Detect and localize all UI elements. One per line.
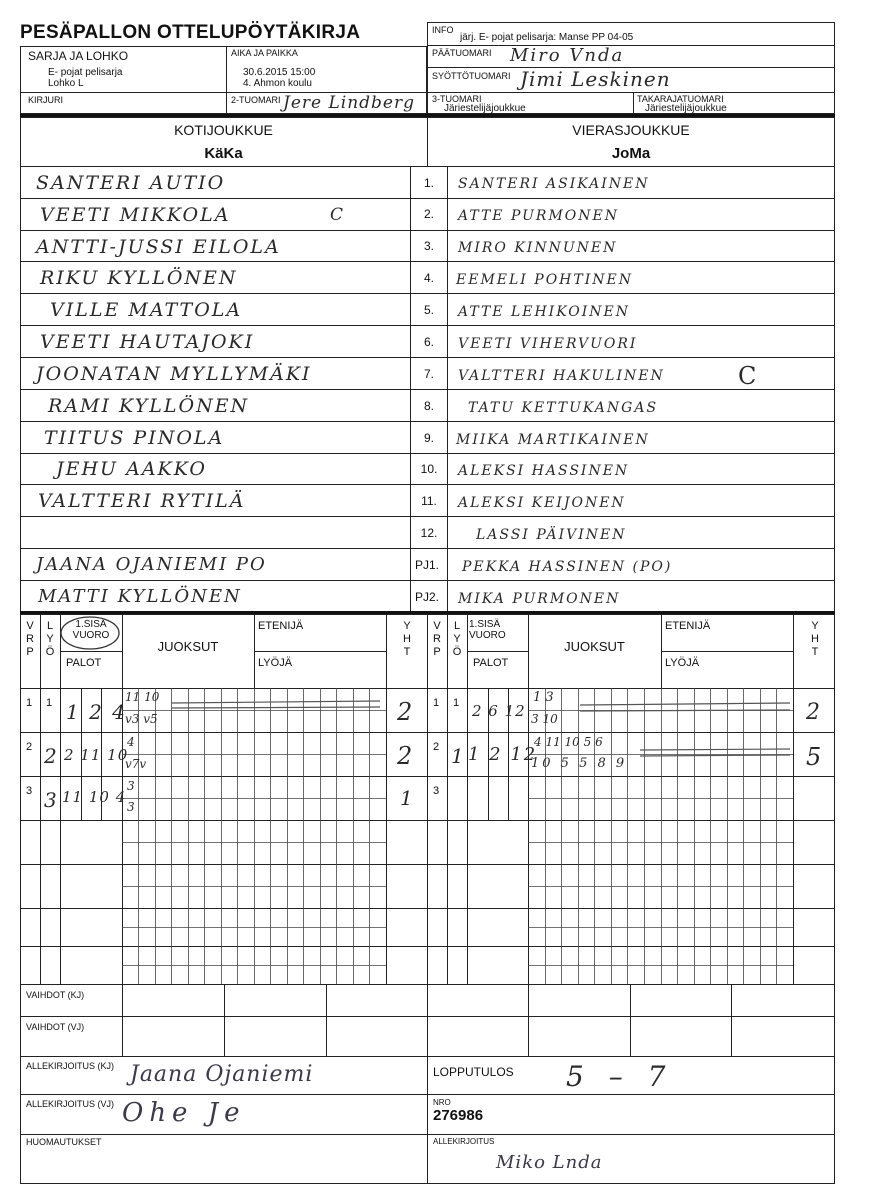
away-inning-2-juoksut-bottom: 10 5 5 8 9 xyxy=(531,756,628,771)
signature-vj: Ohe Je xyxy=(122,1098,246,1128)
home-player-11: VALTTERI RYTILÄ xyxy=(38,490,246,512)
home-inning-2-vrp: 2 xyxy=(26,741,33,753)
home-player-5: VILLE MATTOLA xyxy=(50,299,243,321)
home-player-3: ANTTI-JUSSI EILOLA xyxy=(36,236,281,258)
player-number-9: 9. xyxy=(423,431,434,445)
player-number-2: 2. xyxy=(423,207,434,221)
away-col-vrp: V R P xyxy=(433,620,441,658)
away-inning-2-yht: 5 xyxy=(806,743,822,771)
home-inning-3-palot: 11 10 4 xyxy=(62,788,127,806)
home-inning-2-juoksut-top: 4 xyxy=(127,735,135,749)
home-player-7: JOONATAN MYLLYMÄKI xyxy=(36,363,312,385)
lopputulos-value: 5 – 7 xyxy=(566,1060,674,1093)
player-number-8: 8. xyxy=(423,399,434,413)
kirjuri-label: KIRJURI xyxy=(28,95,64,105)
home-player-4: RIKU KYLLÖNEN xyxy=(40,267,238,289)
syottotuomari-value: Jimi Leskinen xyxy=(520,67,671,91)
away-team-name: JoMa xyxy=(611,145,651,162)
away-col-sisavuoro: 1.SISÄ VUORO xyxy=(469,619,506,641)
player-number-3: 3. xyxy=(423,239,434,253)
home-captain-mark: C xyxy=(330,205,346,225)
home-inning-1-vrp: 1 xyxy=(26,697,33,709)
away-pj2: MIKA PURMONEN xyxy=(458,591,621,607)
home-inning-2-lyo: 2 xyxy=(44,744,57,768)
away-col-lyo: L Y Ö xyxy=(452,620,462,658)
home-inning-3-lyo: 3 xyxy=(44,788,57,812)
away-player-4: EEMELI POHTINEN xyxy=(456,272,633,288)
player-number-pj1: PJ1. xyxy=(414,558,439,572)
away-inning-1-palot: 2 6 12 xyxy=(472,702,526,720)
aika-value-2: 4. Ahmon koulu xyxy=(243,78,312,89)
takaraja-label: TAKARAJATUOMARI xyxy=(637,94,724,104)
allekirjoitus-kj-label: ALLEKIRJOITUS (KJ) xyxy=(26,1061,115,1071)
home-inning-2-juoksut-bottom: v7v xyxy=(125,757,147,771)
away-col-palot: PALOT xyxy=(473,657,509,669)
home-inning-2-palot: 2 11 10 xyxy=(64,746,129,764)
away-player-5: ATTE LEHIKOINEN xyxy=(458,304,631,320)
home-inning-2-yht: 2 xyxy=(397,742,413,770)
home-inning-3-yht: 1 xyxy=(400,786,413,810)
form-title: PESÄPALLON OTTELUPÖYTÄKIRJA xyxy=(20,22,361,43)
info-value: järj. E- pojat pelisarja: Manse PP 04-05 xyxy=(460,32,634,43)
takaraja-value: Järiestelijäjoukkue xyxy=(645,103,727,114)
lopputulos-label: LOPPUTULOS xyxy=(433,1065,514,1079)
away-inning-1-yht: 2 xyxy=(806,700,820,725)
away-player-3: MIRO KINNUNEN xyxy=(458,240,618,256)
away-player-1: SANTERI ASIKAINEN xyxy=(458,176,650,192)
away-player-12: LASSI PÄIVINEN xyxy=(476,527,627,543)
away-player-8: TATU KETTUKANGAS xyxy=(468,400,659,416)
away-col-yht: Y H T xyxy=(811,620,819,658)
home-col-vrp: V R P xyxy=(26,620,34,658)
home-inning-3-vrp: 3 xyxy=(26,785,33,797)
allekirjoitus-vj-label: ALLEKIRJOITUS (VJ) xyxy=(26,1099,115,1109)
home-player-10: JEHU AAKKO xyxy=(56,458,208,480)
sarja-label: SARJA JA LOHKO xyxy=(28,49,129,63)
away-player-6: VEETI VIHERVUORI xyxy=(458,336,638,352)
tuomari3-label: 3-TUOMARI xyxy=(432,94,482,104)
player-number-6: 6. xyxy=(423,335,434,349)
player-number-4: 4. xyxy=(423,271,434,285)
tuomari2-value: Jere Lindberg xyxy=(283,93,415,113)
away-player-11: ALEKSI KEIJONEN xyxy=(458,495,626,511)
player-number-1: 1. xyxy=(423,176,434,190)
home-col-juoksut: JUOKSUT xyxy=(157,639,219,654)
home-player-2: VEETI MIKKOLA xyxy=(40,204,231,226)
home-pj1: JAANA OJANIEMI PO xyxy=(36,554,267,575)
away-captain-mark: C xyxy=(738,362,759,390)
away-inning-1-lyo: 1 xyxy=(453,697,460,709)
player-number-10: 10. xyxy=(420,462,438,476)
home-inning-1-yht: 2 xyxy=(397,698,413,726)
home-team-name: KäKa xyxy=(204,145,243,162)
aika-label: AIKA JA PAIKKA xyxy=(231,48,298,58)
away-col-lyoja: LYÖJÄ xyxy=(665,657,700,669)
tuomari2-label: 2-TUOMARI xyxy=(231,95,281,105)
away-inning-1-juoksut-bottom: 3 10 xyxy=(531,712,558,726)
player-number-12: 12. xyxy=(420,526,438,540)
signature-ref: Miko Lnda xyxy=(496,1152,603,1173)
home-inning-3-juoksut-bottom: 3 xyxy=(127,800,135,814)
allekirjoitus-label: ALLEKIRJOITUS xyxy=(433,1137,495,1146)
home-inning-1-lyo: 1 xyxy=(46,697,53,709)
vaihdot-kj-label: VAIHDOT (KJ) xyxy=(26,990,85,1000)
home-col-lyoja: LYÖJÄ xyxy=(258,657,293,669)
tuomari3-value: Järiestelijäjoukkue xyxy=(444,103,526,114)
away-team-header: VIERASJOUKKUE xyxy=(572,122,690,138)
away-player-9: MIIKA MARTIKAINEN xyxy=(456,432,650,448)
home-col-yht: Y H T xyxy=(403,620,411,658)
away-col-juoksut: JUOKSUT xyxy=(564,639,625,654)
away-inning-1-juoksut-top: 1 3 xyxy=(533,690,554,705)
paatuomari-value: Miro Vnda xyxy=(510,45,625,66)
away-inning-1-vrp: 1 xyxy=(433,697,440,709)
home-inning-3-juoksut-top: 3 xyxy=(127,779,135,793)
away-pj1: PEKKA HASSINEN (PO) xyxy=(462,559,673,575)
home-inning-1-juoksut-bottom: v3 v5 xyxy=(125,712,158,726)
away-col-etenija: ETENIJÄ xyxy=(665,620,711,632)
away-inning-2-juoksut-top: 4 11 10 5 6 xyxy=(534,735,603,749)
away-player-7: VALTTERI HAKULINEN xyxy=(458,368,665,384)
home-col-lyo: L Y Ö xyxy=(45,620,55,658)
vaihdot-vj-label: VAIHDOT (VJ) xyxy=(26,1022,85,1032)
away-inning-2-palot: 1 2 12 xyxy=(468,744,538,765)
home-player-8: RAMI KYLLÖNEN xyxy=(48,395,250,417)
away-player-2: ATTE PURMONEN xyxy=(458,208,619,224)
away-player-10: ALEKSI HASSINEN xyxy=(458,463,630,479)
syottotuomari-label: SYÖTTÖTUOMARI xyxy=(432,71,511,81)
player-number-pj2: PJ2. xyxy=(414,590,439,604)
info-label: INFO xyxy=(432,25,454,35)
home-team-header: KOTIJOUKKUE xyxy=(174,122,273,138)
sarja-value-1: E- pojat pelisarja xyxy=(48,67,123,78)
player-number-7: 7. xyxy=(423,367,434,381)
away-inning-3-vrp: 3 xyxy=(433,785,440,797)
player-number-5: 5. xyxy=(423,303,434,317)
away-inning-2-lyo: 1 xyxy=(451,744,464,768)
away-inning-2-vrp: 2 xyxy=(433,741,440,753)
home-col-sisavuoro: 1.SISÄ VUORO xyxy=(72,619,110,641)
sarja-value-2: Lohko L xyxy=(48,78,84,89)
signature-kj: Jaana Ojaniemi xyxy=(130,1062,314,1087)
home-pj2: MATTI KYLLÖNEN xyxy=(38,586,242,607)
player-number-11: 11. xyxy=(421,494,437,508)
home-col-etenija: ETENIJÄ xyxy=(258,620,304,632)
huomautukset-label: HUOMAUTUKSET xyxy=(26,1137,102,1147)
nro-label: NRO xyxy=(433,1098,451,1107)
home-col-palot: PALOT xyxy=(66,657,102,669)
home-inning-1-palot: 1 2 4 xyxy=(66,700,127,724)
paatuomari-label: PÄÄTUOMARI xyxy=(432,48,492,58)
home-player-1: SANTERI AUTIO xyxy=(36,172,226,194)
home-player-6: VEETI HAUTAJOKI xyxy=(40,331,255,353)
aika-value-1: 30.6.2015 15:00 xyxy=(243,67,316,78)
nro-value: 276986 xyxy=(433,1107,484,1124)
home-player-9: TIITUS PINOLA xyxy=(44,427,225,449)
home-inning-1-juoksut-top: 11 10 xyxy=(125,690,160,704)
